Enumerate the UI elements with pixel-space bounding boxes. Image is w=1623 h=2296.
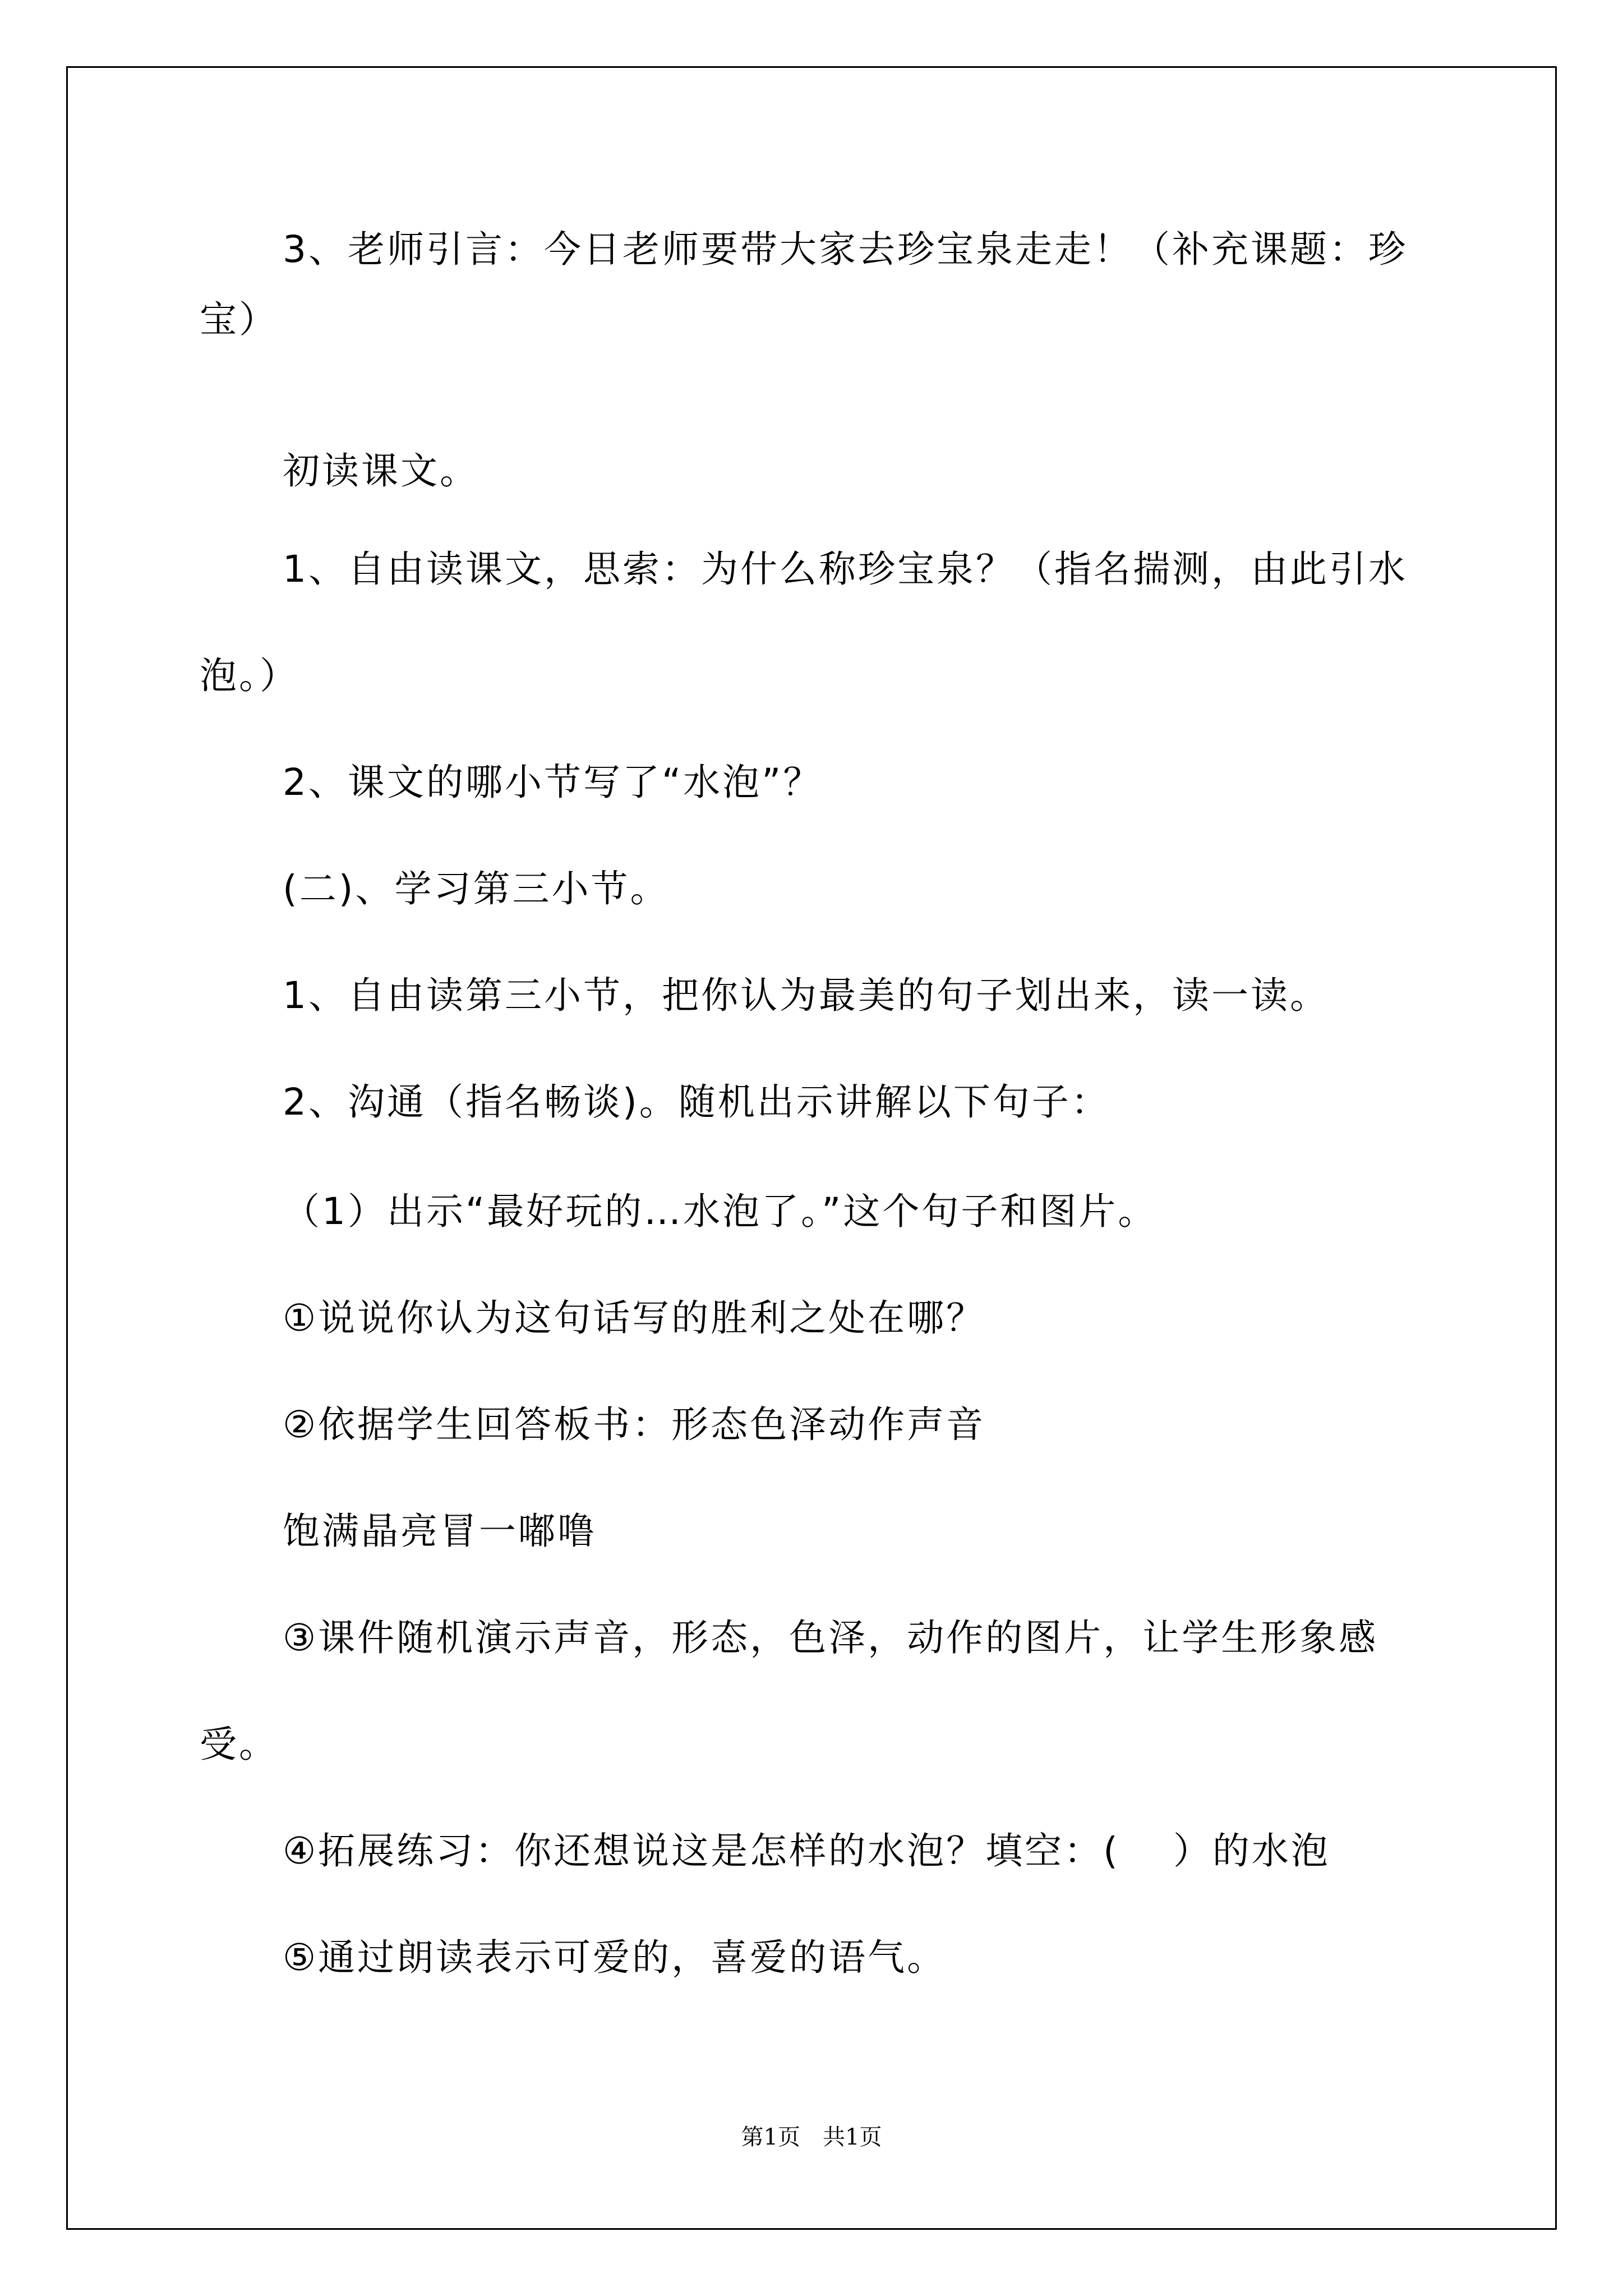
text-line-7: (二)、学习第三小节。 — [283, 867, 670, 910]
text-line-17: ⑤通过朗读表示可爱的，喜爱的语气。 — [283, 1936, 947, 1979]
text-line-16: ④拓展练习：你还想说这是怎样的水泡？填空：( ）的水泡 — [283, 1829, 1330, 1872]
text-line-2: 宝） — [200, 298, 278, 341]
text-line-15: 受。 — [200, 1723, 278, 1766]
page-border — [66, 66, 1557, 2230]
text-line-10: （1）出示“最好玩的…水泡了。”这个句子和图片。 — [283, 1190, 1158, 1233]
text-line-4: 1、自由读课文，思索：为什么称珍宝泉？（指名揣测，由此引水 — [283, 547, 1408, 591]
text-line-12: ②依据学生回答板书：形态色泽动作声音 — [283, 1403, 986, 1446]
text-line-1: 3、老师引言：今日老师要带大家去珍宝泉走走！（补充课题：珍 — [283, 228, 1408, 271]
text-line-6: 2、课文的哪小节写了“水泡”？ — [283, 761, 823, 804]
text-line-13: 饱满晶亮冒一嘟噜 — [283, 1510, 597, 1553]
text-line-8: 1、自由读第三小节，把你认为最美的句子划出来，读一读。 — [283, 974, 1329, 1017]
text-line-5: 泡。） — [200, 654, 299, 697]
page-footer: 第1页 共1页 — [741, 2124, 882, 2150]
text-line-3: 初读课文。 — [283, 449, 479, 493]
text-line-9: 2、沟通（指名畅谈)。随机出示讲解以下句子： — [283, 1080, 1110, 1124]
text-line-11: ①说说你认为这句话写的胜利之处在哪？ — [283, 1296, 986, 1340]
text-line-14: ③课件随机演示声音，形态，色泽，动作的图片，让学生形象感 — [283, 1616, 1378, 1659]
